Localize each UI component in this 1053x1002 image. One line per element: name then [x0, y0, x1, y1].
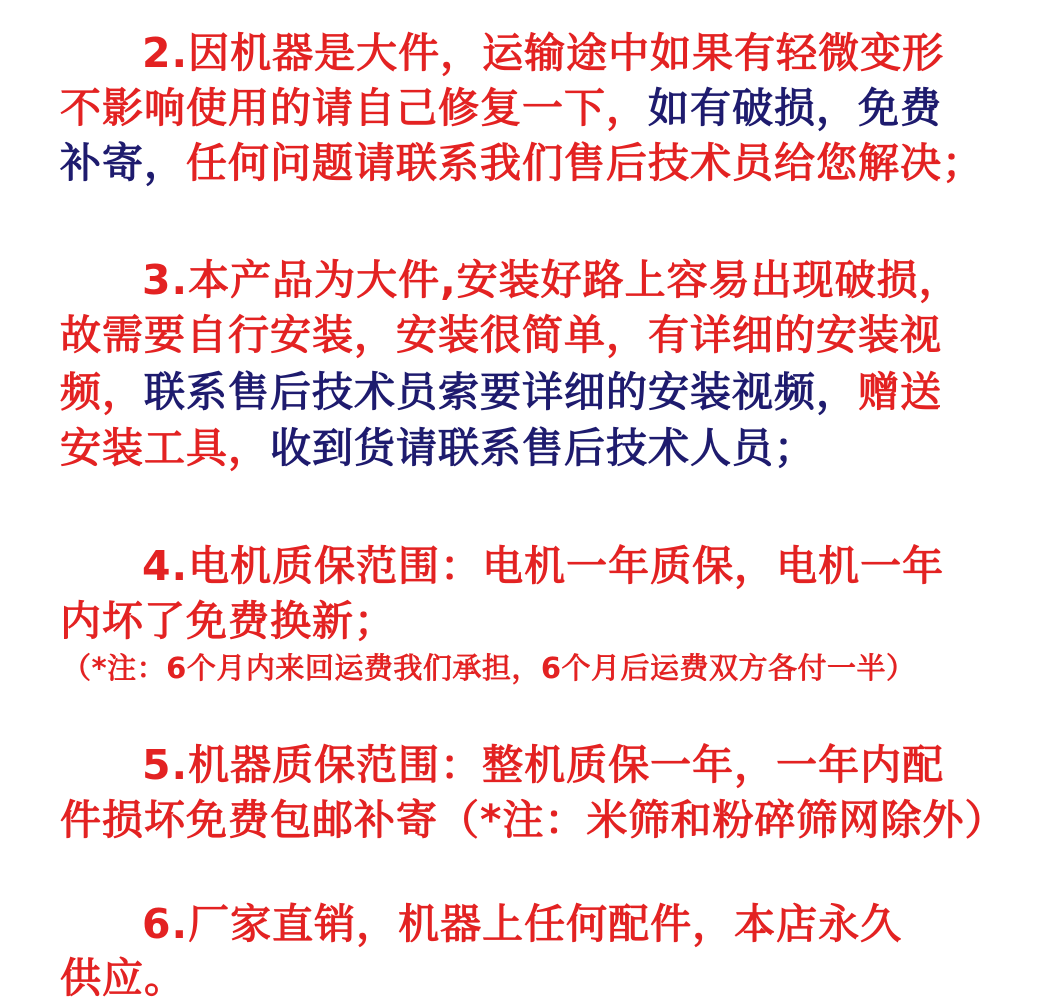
item-5-text: 5.机器质保范围：整机质保一年，一年内配 — [142, 741, 945, 789]
item-3-text: 故需要自行安装，安装很简单，有详细的安装视 — [60, 311, 942, 359]
item-3-text: 3.本产品为大件,安装好路上容易出现破损， — [142, 256, 961, 304]
item-2-line-1 — [142, 29, 945, 77]
item-6-line-1 — [142, 900, 903, 948]
item-4-line-1 — [142, 542, 945, 590]
item-3-highlight: 收到货请联系售后技术人员； — [270, 424, 816, 472]
item-5-line-2 — [60, 796, 1007, 844]
item-3-line-4 — [60, 424, 816, 472]
item-4-text: 4.电机质保范围：电机一年质保，电机一年 — [142, 542, 945, 590]
item-6-line-2 — [60, 954, 186, 1002]
item-5-text: 件损坏免费包邮补寄（*注：米筛和粉碎筛网除外） — [60, 796, 1007, 844]
item-3-line-3 — [60, 368, 942, 416]
item-3-line-1 — [142, 256, 961, 304]
item-3-text: 安装工具， — [60, 424, 270, 472]
item-6-text: 6.厂家直销，机器上任何配件，本店永久 — [142, 900, 903, 948]
item-2-text: 任何问题请联系我们售后技术员给您解决； — [186, 139, 984, 187]
item-2-highlight: 补寄， — [60, 139, 186, 187]
item-5-line-1 — [142, 741, 945, 789]
item-4-note-text: （*注：6个月内来回运费我们承担，6个月后运费双方各付一半） — [62, 651, 916, 685]
item-4-text: 内坏了免费换新； — [60, 597, 396, 645]
item-3-text: 频， — [60, 368, 144, 416]
item-2-highlight: 如有破损，免费 — [648, 84, 942, 132]
item-2-text: 2.因机器是大件，运输途中如果有轻微变形 — [142, 29, 945, 77]
item-3-line-2 — [60, 311, 942, 359]
item-6-text: 供应。 — [60, 954, 186, 1002]
item-3-text: 赠送 — [858, 368, 942, 416]
item-4-line-2 — [60, 597, 396, 645]
item-2-line-2 — [60, 84, 942, 132]
item-2-line-3 — [60, 139, 984, 187]
item-2-text: 不影响使用的请自己修复一下， — [60, 84, 648, 132]
item-4-note — [62, 651, 916, 685]
item-3-highlight: 联系售后技术员索要详细的安装视频， — [144, 368, 858, 416]
